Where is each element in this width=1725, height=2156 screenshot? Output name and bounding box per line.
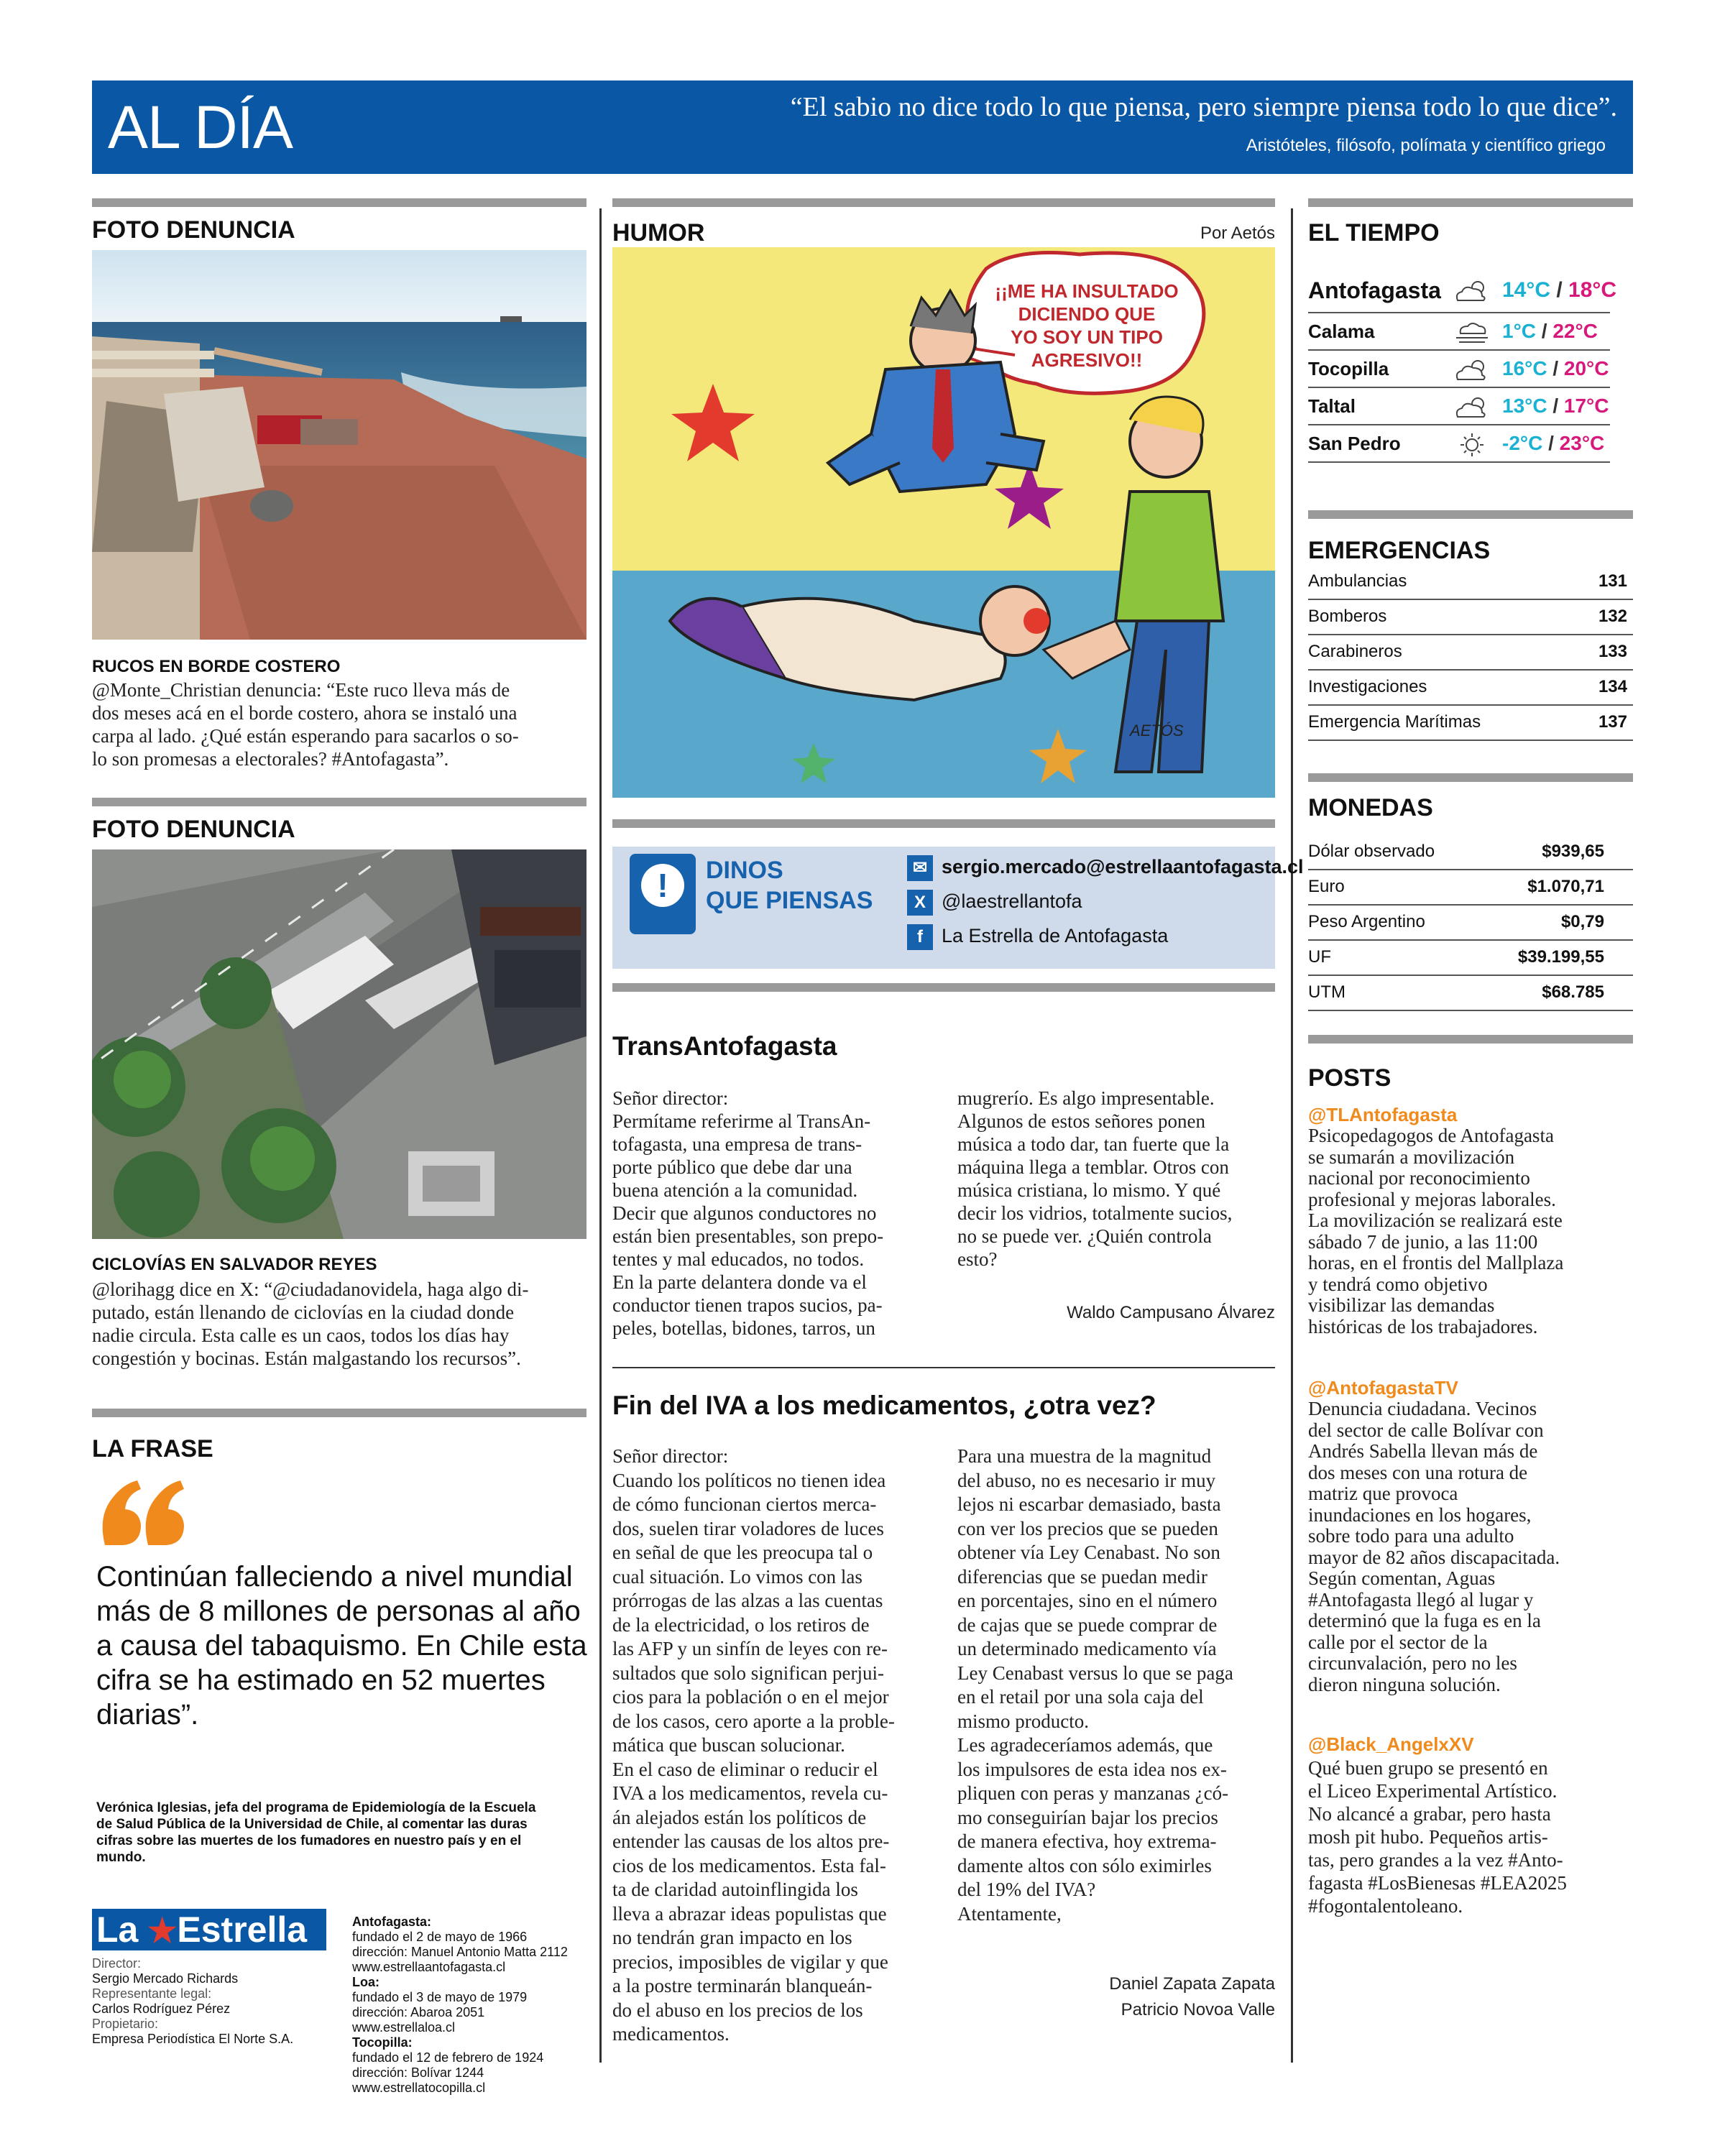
cartoon-bubble-line: AGRESIVO!! [1031, 349, 1143, 371]
foto1-caption-title: RUCOS EN BORDE COSTERO [92, 657, 341, 676]
letter2-signature-2: Patricio Novoa Valle [1121, 2000, 1275, 2019]
post-handle[interactable]: @Black_AngelxXV [1308, 1733, 1474, 1755]
letter2-col2: Para una muestra de la magnitud del abuso, no es necesario ir muy lejos ni escarbar demasiado, basta con ver los precios que se pueden obtener vía Ley Cenabast. No son diferencias que se puedan medir en porcentajes, sino en el número de cajas que se puede comprar de un determinado medicamento vía Ley Cenabast versus lo que se paga en el retail por una sola caja del mismo producto. Les agradeceríamos además, que los impulsores de esta idea nos ex- pliquen con peras y manzanas ¿có- mo conseguirían bajar los precios de manera efectiva, hoy extrema- damente altos con sólo eximirles del 19% del IVA? Atentamente, [957, 1445, 1233, 1925]
section-rule [1308, 773, 1633, 782]
contact-x[interactable]: X @laestrellantofa [907, 890, 1082, 916]
dinos-que-piensas-box [612, 847, 1304, 969]
frase-attribution: Verónica Iglesias, jefa del programa de Epidemiología de la Escuela de Salud Pública de la Universidad de Chile, al comentar las duras cifras sobre las muertes de los fumadores en nuestro país y en el mundo. [96, 1800, 536, 1865]
post-handle[interactable]: @AntofagastaTV [1308, 1377, 1458, 1399]
post-text: Psicopedagogos de Antofagasta se sumarán a movilización nacional por reconocimiento profesional y mejoras laborales. La movilización se realizará este sábado 7 de junio, a las 11:00 horas, en el frontis del Mallplaza y tendrá como objetivo visibilizar las demandas históricas de los trabajadores. [1308, 1125, 1564, 1337]
section-rule [1308, 198, 1633, 207]
letter2-title: Fin del IVA a los medicamentos, ¿otra vez? [612, 1391, 1156, 1420]
quote-mark-icon [98, 1473, 191, 1552]
header-quote: “El sabio no dice todo lo que piensa, pero siempre piensa todo lo que dice”. [790, 92, 1617, 122]
x-icon: X [907, 890, 933, 916]
column-divider [1291, 208, 1293, 2063]
section-rule [92, 1409, 586, 1417]
divider [612, 1367, 1275, 1368]
section-title: AL DÍA [108, 93, 293, 161]
dinos-title: DINOS QUE PIENSAS [706, 857, 873, 914]
weather-row: Tocopilla 16°C / 20°C [1308, 351, 1610, 388]
foto1-section-title: FOTO DENUNCIA [92, 216, 295, 244]
cartoon-bubble-line: YO SOY UN TIPO [1011, 326, 1163, 348]
foto2-caption-title: CICLOVÍAS EN SALVADOR REYES [92, 1255, 377, 1274]
section-rule [612, 198, 1275, 207]
foto1-caption: @Monte_Christian denuncia: “Este ruco lleva más de dos meses acá en el borde costero, ahora se instaló una carpa al lado. ¿Qué están esperando para sacarlos o so- lo son promesas a electorales? #Antofagasta”. [92, 679, 519, 770]
section-rule [92, 198, 586, 207]
partly-cloudy-icon [1452, 279, 1492, 303]
section-rule [612, 819, 1275, 828]
letter1-col1: Señor director: Permítame referirme al TransAn- tofagasta, una empresa de trans- porte público que debe dar una buena atención a la comunidad. Decir que algunos conductores no están bien presentables, son prepo- tentes y mal educados, no todos. En la parte delantera donde va el conductor tienen trapos sucios, pa- peles, botellas, bidones, tarros, un [612, 1087, 884, 1339]
section-rule [1308, 1035, 1633, 1044]
newspaper-logo: La ★Estrella [92, 1909, 326, 1950]
foto2-section-title: FOTO DENUNCIA [92, 816, 295, 843]
sun-icon [1452, 433, 1492, 457]
frase-quote: Continúan falleciendo a nivel mundial más de 8 millones de personas al año a causa del tabaquismo. En Chile esta cifra se ha estimado en 52 muertes diarias”. [96, 1561, 587, 1731]
humor-byline: Por Aetós [1200, 224, 1275, 243]
frase-section-title: LA FRASE [92, 1435, 213, 1462]
column-divider [599, 208, 602, 2063]
weather-section-title: EL TIEMPO [1308, 219, 1440, 247]
post-text: Qué buen grupo se presentó en el Liceo Experimental Artístico. No alcancé a grabar, pero hasta mosh pit hubo. Pequeños artis- tas, pero grandes a la vez #Anto- fagasta #LosBienesas #LEA2025 #fogontalentoleano. [1308, 1757, 1567, 1917]
section-rule [92, 798, 586, 806]
currency-row: UF $39.199,55 [1308, 941, 1633, 976]
currency-row: Dólar observado $939,65 [1308, 835, 1633, 870]
emergency-row: Ambulancias 131 [1308, 565, 1633, 600]
section-rule [1308, 510, 1633, 519]
partly-cloudy-icon [1452, 395, 1492, 420]
weather-row: Calama 1°C / 22°C [1308, 313, 1610, 351]
email-icon: ✉ [907, 855, 933, 881]
facebook-icon: f [907, 924, 933, 950]
posts-section-title: POSTS [1308, 1064, 1392, 1092]
contact-email[interactable]: ✉ sergio.mercado@estrellaantofagasta.cl [907, 855, 1304, 881]
letter2-signature-1: Daniel Zapata Zapata [1109, 1974, 1275, 1994]
masthead-staff: Director: Sergio Mercado Richards Representante legal: Carlos Rodríguez Pérez Propietario: Empresa Periodística El Norte S.A. [92, 1956, 294, 2046]
coastal-photo [92, 250, 586, 640]
letter1-signature: Waldo Campusano Álvarez [1067, 1303, 1275, 1322]
humor-section-title: HUMOR [612, 219, 705, 247]
weather-row-main: Antofagasta 14°C / 18°C [1308, 270, 1610, 313]
letter1-title: TransAntofagasta [612, 1031, 837, 1061]
foto2-caption: @lorihagg dice en X: “@ciudadanovidela, haga algo di- putado, están llenando de ciclovías en la ciudad donde nadie circula. Esta calle es un caos, todos los días hay congestión y bocinas. Están malgastando los recursos”. [92, 1279, 529, 1369]
star-icon: ★ [138, 1912, 178, 1949]
weather-row: Taltal 13°C / 17°C [1308, 388, 1610, 425]
section-header [92, 80, 1633, 174]
emergency-row: Emergencia Marítimas 137 [1308, 706, 1633, 741]
contact-facebook[interactable]: f La Estrella de Antofagasta [907, 924, 1168, 950]
exclamation-icon: ! [630, 854, 696, 934]
header-quote-author: Aristóteles, filósofo, polímata y científico griego [1246, 136, 1606, 155]
cartoon-bubble-line: ¡¡ME HA INSULTADO [995, 280, 1179, 302]
currency-row: Euro $1.070,71 [1308, 870, 1633, 906]
emergencias-section-title: EMERGENCIAS [1308, 537, 1491, 564]
masthead-editions: Antofagasta: fundado el 2 de mayo de 1966 dirección: Manuel Antonio Matta 2112 www.estrellaantofagasta.cl Loa: fundado el 3 de mayo de 1979 dirección: Abaroa 2051 www.estrellaloa.cl Tocopilla: fundado el 12 de febrero de 1924 dirección: Bolívar 1244 www.estrellatocopilla.cl [352, 1915, 568, 2095]
currency-row: Peso Argentino $0,79 [1308, 906, 1633, 941]
emergency-row: Investigaciones 134 [1308, 671, 1633, 706]
cartoon-bubble-line: DICIENDO QUE [1018, 303, 1156, 325]
street-aerial-photo [92, 849, 586, 1239]
section-rule [612, 983, 1275, 992]
emergency-row: Carabineros 133 [1308, 635, 1633, 671]
humor-cartoon [612, 247, 1275, 798]
emergency-row: Bomberos 132 [1308, 600, 1633, 635]
fog-icon [1452, 321, 1492, 345]
cartoon-signature: AETÓS [1130, 722, 1184, 740]
letter2-col1: Señor director: Cuando los políticos no tienen idea de cómo funcionan ciertos merca- dos, suelen tirar voladores de luces en señal de que les preocupa tal o cual situación. Lo vimos con las prórrogas de las alzas a las cuentas de la electricidad, o los retiros de las AFP y un sinfín de leyes con re- sultados que solo significan perjui- cios para la población o en el mejor de los casos, cero aporte a la proble- mática que buscan solucionar. En el caso de eliminar o reducir el IVA a los medicamentos, revela cu- án alejados están los políticos de entender las causas de los altos pre- cios de los medicamentos. Esta fal- ta de claridad autoinflingida los lleva a abrazar ideas populistas que no tendrán gran impacto en los precios, imposibles de vigilar y que a la postre terminarán blanqueán- do el abuso en los precios de los medicamentos. [612, 1445, 895, 2045]
letter1-col2: mugrerío. Es algo impresentable. Algunos de estos señores ponen música a todo dar, tan fuerte que la máquina llega a temblar. Otros con música cristiana, lo mismo. Y qué decir los vidrios, totalmente sucios, no se puede ver. ¿Quién controla esto? [957, 1087, 1233, 1270]
weather-row: San Pedro -2°C / 23°C [1308, 425, 1610, 463]
monedas-section-title: MONEDAS [1308, 794, 1433, 821]
post-text: Denuncia ciudadana. Vecinos del sector de calle Bolívar con Andrés Sabella llevan más de dos meses con una rotura de matriz que provoca inundaciones en los hogares, sobre todo para una adulto mayor de 82 años discapacitada. Según comentan, Aguas #Antofagasta llegó al lugar y determinó que la fuga es en la calle por el sector de la circunvalación, pero no les dieron ninguna solución. [1308, 1398, 1560, 1695]
post-handle[interactable]: @TLAntofagasta [1308, 1104, 1458, 1125]
currency-row: UTM $68.785 [1308, 976, 1633, 1011]
partly-cloudy-icon [1452, 358, 1492, 382]
